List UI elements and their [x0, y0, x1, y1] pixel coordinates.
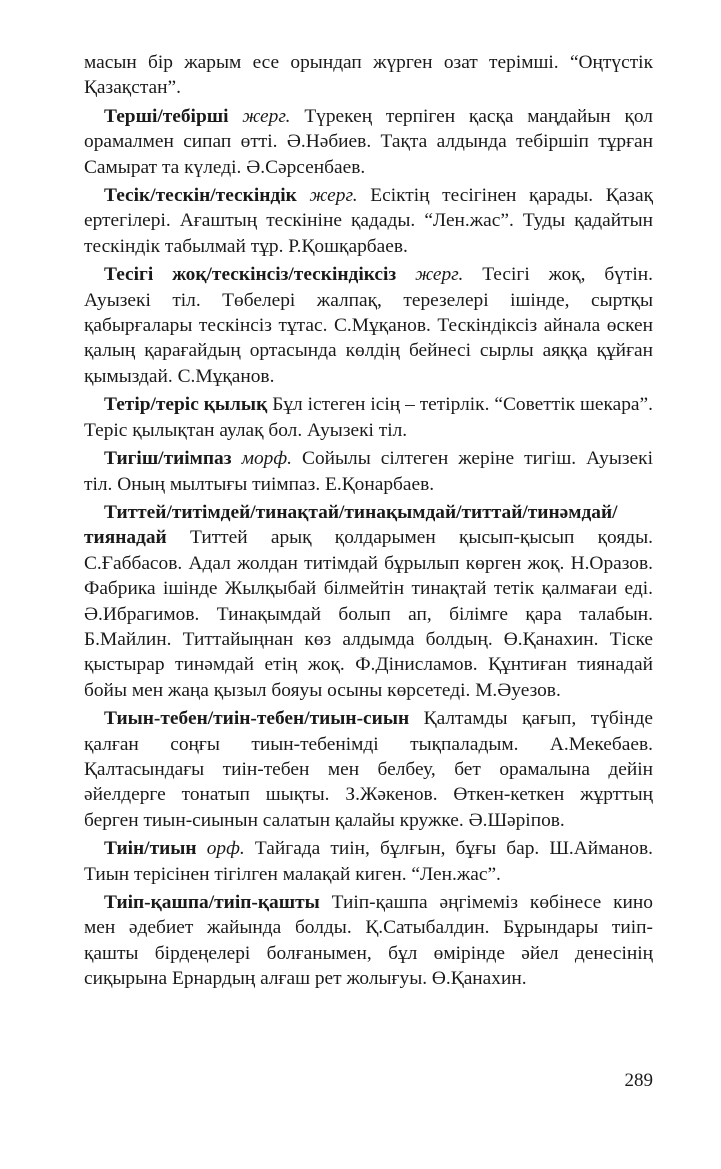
page-text: [84, 50, 653, 992]
entry-text: Тиіп-қашпа әңгімеміз көбінесе кино мен әдебиет жайында болды. Қ.Сатыбалдин. Бұрындары тиіп-қашты бірдеңелері болғанымен, бұл өмірінде әйел денесінің сиқырына Ернардың алғаш рет жолығуы. Ө.Қанахин.: [84, 892, 653, 990]
page-number: 289: [624, 1070, 653, 1091]
entry-2: [84, 262, 653, 389]
entry-label: жерг.: [415, 264, 464, 286]
entry-headword: Тигіш/тиімпаз: [104, 448, 232, 470]
entry-7: [84, 836, 653, 887]
entry-headword: Тесігі жоқ/тескінсіз/тескіндіксіз: [104, 264, 397, 286]
entry-4: [84, 446, 653, 497]
entry-5: [84, 500, 653, 703]
entry-headword: Терші/тебірші: [104, 105, 229, 127]
entry-text: Түрекең терпіген қасқа маңдайын қол орамалмен сипап өтті. Ә.Нәбиев. Тақта алдында тебіршіп тұрған Самырат та күледі. Ә.Сәрсенбаев.: [84, 105, 653, 178]
entry-label: морф.: [241, 448, 292, 470]
entry-text: Тайгада тиін, бұлғын, бұғы бар. Ш.Айманов. Тиын терісінен тігілген малақай киген. “Лен.жас”.: [84, 838, 653, 885]
entry-headword: Тиін/тиын: [104, 838, 197, 860]
entry-label: орф.: [206, 838, 245, 860]
entry-text: Есіктің тесігінен қарады. Қазақ ертегілері. Ағаштың тескініне қадады. “Лен.жас”. Туды қадайтын тескіндік табылмай тұр. Р.Қошқарбаев.: [84, 185, 653, 257]
entry-3: [84, 392, 653, 443]
entry-headword: Тиын-тебен/тиін-тебен/тиын-сиын: [104, 708, 410, 730]
entry-8: [84, 890, 653, 992]
continuation-paragraph: масын бір жарым есе орындап жүрген озат терімші. “Оңтүстік Қазақстан”.: [84, 52, 653, 99]
entry-text: Сойылы сілтеген жеріне тигіш. Ауызекі тіл. Оның мылтығы тиімпаз. Е.Қонарбаев.: [84, 448, 653, 495]
entry-headword: Тетір/теріс қылық: [104, 394, 268, 416]
entry-0: [84, 104, 653, 180]
entry-label: жерг.: [242, 105, 291, 127]
entry-6: [84, 706, 653, 833]
entry-1: [84, 183, 653, 259]
entry-text: Қалтамды қағып, түбінде қалған соңғы тиын-тебенімді тықпаладым. А.Мекебаев. Қалтасындағы тиін-тебен мен белбеу, бет орамалына дейін әйелдерге тонатып шықты. З.Жәкенов. Өткен-кеткен жұрттың берген тиын-сиынын салатын қалайы кружке. Ә.Шәріпов.: [84, 708, 653, 831]
entry-headword: Тесік/тескін/тескіндік: [104, 185, 297, 207]
entry-text: Титтей арық қолдарымен қысып-қысып қояды. С.Ғаббасов. Адал жолдан титімдай бұрылып көрген жоқ. Н.Оразов. Фабрика ішінде Жылқыбай білмейтін тинақтай тетік қалмағаи еді. Ә.Ибрагимов. Тинақымдай болып ап, білімге қара талабын. Б.Майлин. Титтайыңнан көз алдымда болдың. Ө.Қанахин. Тіске қыстырар тинәмдай етің жоқ. Ф.Дінисламов. Құнтиған тиянадай бойы мен жаңа қызыл бояуы осыны көрсетеді. М.Әуезов.: [84, 527, 653, 701]
entry-headword: Тиіп-қашпа/тиіп-қашты: [104, 892, 320, 913]
entry-text: Бұл істеген ісің – тетірлік. “Советтік шекара”. Теріс қылықтан аулақ бол. Ауызекі тіл.: [84, 394, 653, 441]
entry-headword: Титтей/титімдей/тинақтай/тинақымдай/титтай/тинәмдай/тиянадай: [84, 501, 618, 549]
entry-label: жерг.: [309, 185, 358, 207]
entry-text: Тесігі жоқ, бүтін. Ауызекі тіл. Төбелері жалпақ, терезелері ішінде, сыртқы қабырғалары тескінсіз тұтас. С.Мұқанов. Тескіндіксіз айнала өскен қалың қарағайдың ортасында көлдің бейнесі сырлы аяққа құйған қымыздай. С.Мұқанов.: [84, 264, 653, 387]
